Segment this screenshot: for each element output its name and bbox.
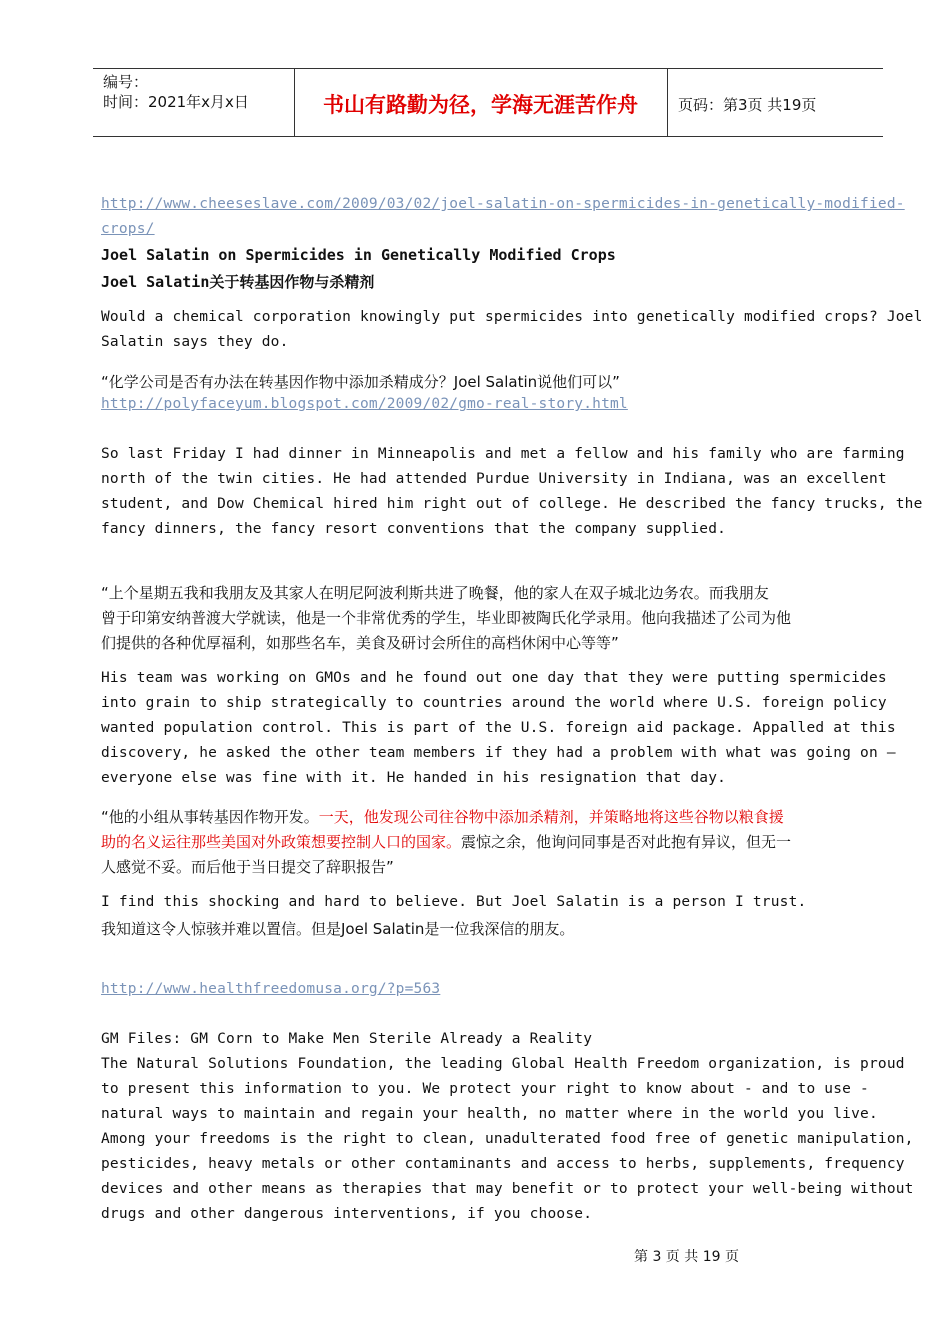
article2-p1-line3: natural ways to maintain and regain your health, no matter where in the world you live. xyxy=(101,1106,878,1122)
document-header xyxy=(93,68,883,137)
article1-p3-line3: wanted population control. This is part of the U.S. foreign aid package. Appalled at this xyxy=(101,720,896,736)
page-footer: 第 3 页 共 19 页 xyxy=(634,1249,739,1265)
article2-p1-line5: pesticides, heavy metals or other contaminants and access to herbs, supplements, frequency xyxy=(101,1156,905,1172)
article1-p3-line4: discovery, he asked the other team members if they had a problem with what was going on — xyxy=(101,745,896,761)
article1-title-en: Joel Salatin on Spermicides in Genetically Modified Crops xyxy=(101,246,616,264)
article2-url[interactable]: http://www.healthfreedomusa.org/?p=563 xyxy=(101,981,441,997)
header-meta-cell xyxy=(93,69,295,136)
article1-p1-line1: Would a chemical corporation knowingly put spermicides into genetically modified crops? Joel xyxy=(101,309,923,325)
article1-source-url[interactable]: http://polyfaceyum.blogspot.com/2009/02/gmo-real-story.html xyxy=(101,396,628,412)
article1-p3-cn-line2 xyxy=(101,831,791,852)
article2-p1-line2: to present this information to you. We protect your right to know about - and to use - xyxy=(101,1081,869,1097)
article1-p3-cn-line1 xyxy=(101,806,784,827)
time-label: 时间：2021年x月x日 xyxy=(103,93,249,111)
article1-p3-cn-line3: 人感觉不妥。而后他于当日提交了辞职报告” xyxy=(101,858,394,876)
article1-title-cn: Joel Salatin关于转基因作物与杀精剂 xyxy=(101,273,375,291)
article1-p3-line2: into grain to ship strategically to countries around the world where U.S. foreign policy xyxy=(101,695,887,711)
header-page-cell xyxy=(668,69,883,136)
article1-p4-cn: 我知道这令人惊骇并难以置信。但是Joel Salatin是一位我深信的朋友。 xyxy=(101,920,575,938)
article1-url-line1[interactable]: http://www.cheeseslave.com/2009/03/02/joel-salatin-on-spermicides-in-genetically-modified- xyxy=(101,196,905,212)
article1-p1-line2: Salatin says they do. xyxy=(101,334,289,350)
motto-text: 书山有路勤为径，学海无涯苦作舟 xyxy=(323,93,638,117)
p3-cn-l2-normal: 震惊之余，他询问同事是否对此抱有异议，但无一 xyxy=(461,833,792,851)
article1-p3-line5: everyone else was fine with it. He handed in his resignation that day. xyxy=(101,770,727,786)
article2-p1-line1: The Natural Solutions Foundation, the leading Global Health Freedom organization, is proud xyxy=(101,1056,905,1072)
article1-p2-cn-line1: “上个星期五我和我朋友及其家人在明尼阿波利斯共进了晚餐，他的家人在双子城北边务农。而我朋友 xyxy=(101,584,769,602)
article1-url-line2[interactable]: crops/ xyxy=(101,221,155,237)
article1-p2-line1: So last Friday I had dinner in Minneapolis and met a fellow and his family who are farming xyxy=(101,446,905,462)
article1-p3-line1: His team was working on GMOs and he found out one day that they were putting spermicides xyxy=(101,670,887,686)
article2-p1-line6: devices and other means as therapies that may benefit or to protect your well-being without xyxy=(101,1181,914,1197)
article1-p2-cn-line3: 们提供的各种优厚福利，如那些名车，美食及研讨会所住的高档休闲中心等等” xyxy=(101,634,619,652)
article1-p2-line3: student, and Dow Chemical hired him right out of college. He described the fancy trucks, the xyxy=(101,496,923,512)
article1-p2-line4: fancy dinners, the fancy resort conventions that the company supplied. xyxy=(101,521,727,537)
article1-p2-cn-line2: 曾于印第安纳普渡大学就读，他是一个非常优秀的学生，毕业即被陶氏化学录用。他向我描述了公司为他 xyxy=(101,609,792,627)
p3-cn-l1-highlight: 一天，他发现公司往谷物中添加杀精剂，并策略地将这些谷物以粮食援 xyxy=(318,808,784,826)
p3-cn-l2-highlight: 助的名义运往那些美国对外政策想要控制人口的国家。 xyxy=(101,833,462,851)
article1-p4-en: I find this shocking and hard to believe. But Joel Salatin is a person I trust. xyxy=(101,894,807,910)
number-label: 编号： xyxy=(103,73,149,91)
article1-p2-line2: north of the twin cities. He had attended Purdue University in Indiana, was an excellent xyxy=(101,471,887,487)
article2-p1-line7: drugs and other dangerous interventions, if you choose. xyxy=(101,1206,593,1222)
header-motto-cell xyxy=(294,69,668,136)
article2-title: GM Files: GM Corn to Make Men Sterile Already a Reality xyxy=(101,1031,593,1047)
p3-cn-l1-normal: “他的小组从事转基因作物开发。 xyxy=(101,808,319,826)
article1-p1-cn: “化学公司是否有办法在转基因作物中添加杀精成分？Joel Salatin说他们可以” xyxy=(101,373,620,391)
article2-p1-line4: Among your freedoms is the right to clean, unadulterated food free of genetic manipulation, xyxy=(101,1131,914,1147)
page-info: 页码：第3页 共19页 xyxy=(678,96,817,114)
